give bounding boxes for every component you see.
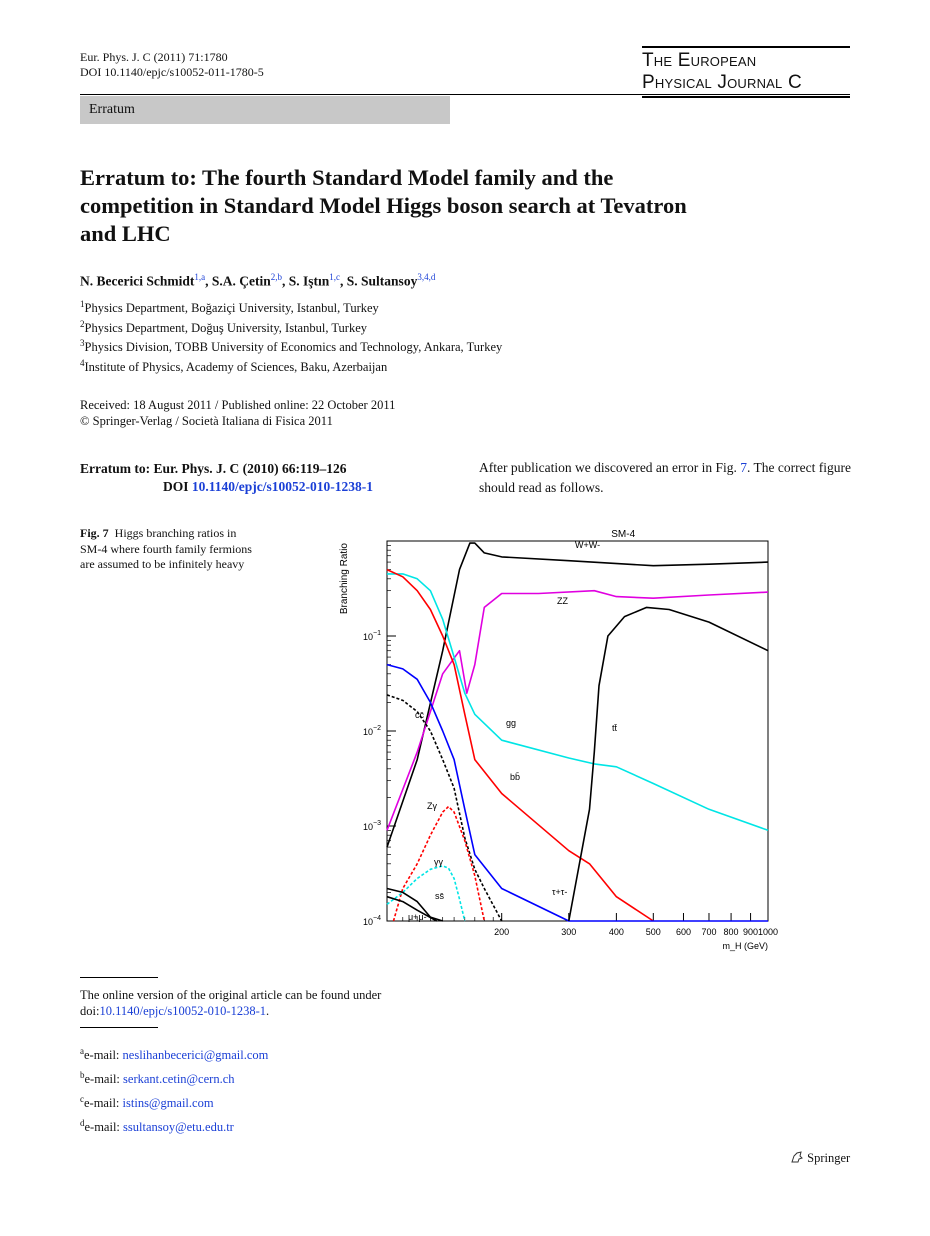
x-tick-label: 400: [608, 927, 624, 937]
x-tick-label: 700: [701, 927, 717, 937]
springer-horse-icon: [790, 1150, 804, 1164]
affiliation: $^1$Physics Department, Boğaziçi University, Istanbul, Turkey: [80, 299, 379, 316]
series-label: μ+μ-: [408, 912, 427, 922]
x-tick-label: 800: [723, 927, 739, 937]
footnote-rule: [80, 1027, 158, 1028]
y-tick-label: $10^{-4}$: [363, 915, 381, 927]
series-label: gg: [506, 718, 517, 728]
chart-title: SM-4: [611, 529, 636, 540]
series-label: τ+τ-: [552, 887, 568, 897]
email-footnotes: [80, 1041, 268, 1138]
series-label: ss̄: [435, 891, 444, 901]
author-list: N. Becerici Schmidt$^{1,a}$, S.A. Çetin$^{2,b}$, S. Iştın$^{1,c}$, S. Sultansoy$^{3,4,d}$: [80, 272, 436, 289]
running-header: [80, 50, 264, 80]
author-name: S.A. Çetin: [211, 273, 271, 289]
copyright: © Springer-Verlag / Società Italiana di Fisica 2011: [80, 414, 333, 428]
article-doi: DOI 10.1140/epjc/s10052-011-1780-5: [80, 65, 264, 79]
journal-line-1: The European: [642, 50, 757, 71]
email-link[interactable]: istins@gmail.com: [122, 1096, 214, 1111]
received-published: Received: 18 August 2011 / Published online: 22 October 2011: [80, 398, 396, 412]
author-name: S. Iştın: [288, 273, 330, 289]
caption-text: Higgs branching ratios in SM-4 where fourth family fermions are assumed to be infinitely heavy: [80, 526, 252, 571]
author-name: S. Sultansoy: [346, 273, 418, 289]
series-label: Zγ: [427, 801, 437, 811]
y-tick-label: $10^{-1}$: [363, 630, 381, 642]
figure-caption: [80, 526, 260, 573]
erratum-doi: DOI 10.1140/epjc/s10052-010-1238-1: [163, 479, 374, 494]
section-label: Erratum: [89, 102, 135, 117]
section-ribbon: [80, 96, 450, 124]
affiliation: $^3$Physics Division, TOBB University of Economics and Technology, Ankara, Turkey: [80, 338, 503, 355]
erratum-reference: Erratum to: Eur. Phys. J. C (2010) 66:119–126: [80, 461, 347, 476]
series-label: cc̄: [415, 710, 424, 720]
publication-dates: [80, 397, 395, 429]
series-label: ZZ: [557, 596, 568, 606]
x-tick-label: 300: [561, 927, 577, 937]
footnote-rule: [80, 977, 158, 978]
journal-line-2: Physical Journal C: [642, 72, 802, 93]
x-tick-label: 1000: [757, 927, 779, 937]
caption-label: Fig. 7: [80, 526, 109, 540]
email-link[interactable]: neslihanbecerici@gmail.com: [122, 1048, 269, 1063]
online-version-note: The online version of the original article can be found under doi:10.1140/epjc/s10052-010-1238-1.: [80, 988, 382, 1018]
x-tick-label: 500: [645, 927, 661, 937]
journal-logo: [642, 46, 850, 98]
email-link[interactable]: serkant.cetin@cern.ch: [123, 1072, 235, 1087]
article-title: Erratum to: The fourth Standard Model family and the competition in Standard Model Higgs boson search at Tevatron and LHC: [80, 165, 687, 246]
x-tick-label: 600: [675, 927, 691, 937]
plot-frame: [387, 541, 768, 921]
header-rule: [80, 94, 850, 95]
citation: Eur. Phys. J. C (2011) 71:1780: [80, 50, 228, 64]
x-tick-label: 200: [494, 927, 510, 937]
affiliations: [80, 297, 502, 376]
body-paragraph: After publication we discovered an error in Fig. 7. The correct figure should read as follows.: [479, 460, 851, 495]
series-label: W+W-: [575, 540, 601, 550]
affiliation: $^2$Physics Department, Doğuş University, Istanbul, Turkey: [80, 318, 368, 335]
email-item: $^b$e-mail: serkant.cetin@cern.ch: [80, 1070, 235, 1087]
publisher-name: Springer: [807, 1151, 851, 1165]
author-affil-link[interactable]: 2,b: [270, 272, 282, 282]
y-axis-label: Branching Ratio: [339, 543, 350, 615]
y-tick-label: $10^{-2}$: [363, 725, 381, 737]
email-item: $^a$e-mail: neslihanbecerici@gmail.com: [80, 1046, 269, 1063]
original-doi-link[interactable]: 10.1140/epjc/s10052-010-1238-1: [99, 1004, 266, 1018]
x-axis-label: m_H (GeV): [722, 941, 768, 951]
x-tick-label: 900: [743, 927, 759, 937]
series-label: bb̄: [510, 772, 521, 782]
author-affil-link[interactable]: 1,c: [329, 272, 341, 282]
author-name: N. Becerici Schmidt: [80, 273, 195, 289]
email-link[interactable]: ssultansoy@etu.edu.tr: [123, 1120, 234, 1135]
publisher-logo: [790, 1150, 850, 1166]
email-item: $^c$e-mail: istins@gmail.com: [80, 1094, 214, 1111]
branching-ratio-chart: [330, 520, 790, 960]
author-affil-link[interactable]: 3,4,d: [417, 272, 436, 282]
erratum-doi-link[interactable]: 10.1140/epjc/s10052-010-1238-1: [191, 479, 374, 494]
affiliation: $^4$Institute of Physics, Academy of Sciences, Baku, Azerbaijan: [80, 357, 388, 375]
series-label: γγ: [434, 857, 443, 867]
figure-link[interactable]: 7: [740, 460, 748, 475]
series-label: tt̄: [612, 723, 618, 733]
y-tick-label: $10^{-3}$: [363, 820, 381, 832]
author-affil-link[interactable]: 1,a: [194, 272, 206, 282]
email-item: $^d$e-mail: ssultansoy@etu.edu.tr: [80, 1118, 234, 1135]
